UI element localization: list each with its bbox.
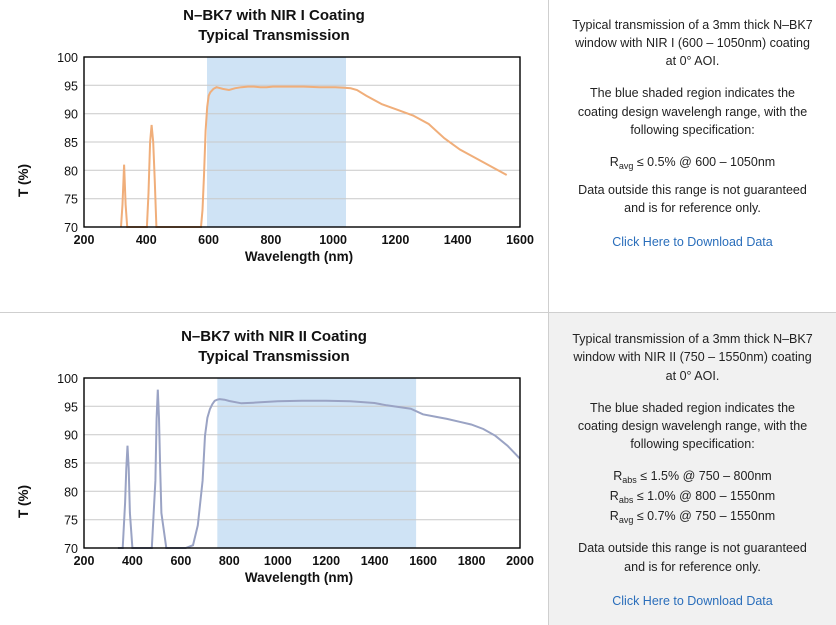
spec-rest: ≤ 0.5% @ 600 – 1050nm	[633, 154, 776, 169]
spec-symbol: R	[613, 469, 623, 484]
plot-wrap-nir-i	[0, 47, 548, 264]
spec-subscript: abs	[618, 495, 634, 506]
chart-title-nir-i	[0, 0, 548, 47]
svg-text:200: 200	[73, 232, 95, 247]
description-cell-nir-ii	[548, 313, 836, 625]
chart-title-nir-ii	[0, 313, 548, 368]
spec-symbol: R	[609, 509, 619, 524]
svg-text:80: 80	[64, 484, 78, 499]
chart-title-line2-2: Typical Transmission	[198, 348, 350, 366]
chart-row-nir-i	[0, 0, 836, 312]
svg-text:600: 600	[170, 553, 192, 568]
download-data-link-1[interactable]: Click Here to Download Data	[612, 235, 773, 250]
svg-text:100: 100	[57, 371, 78, 386]
svg-text:1400: 1400	[360, 553, 389, 568]
description-cell-nir-i	[548, 0, 836, 312]
x-axis-label-1: Wavelength (nm)	[244, 248, 354, 264]
desc-blue-note-1: The blue shaded region indicates the coating design wavelengh range, with the following specification:	[577, 86, 808, 137]
desc-intro-1: Typical transmission of a 3mm thick N–BK7 window with NIR I (600 – 1050nm) coating at 0° AOI.	[572, 18, 813, 69]
svg-text:70: 70	[64, 541, 78, 556]
spec-subscript: avg	[618, 515, 634, 526]
svg-text:1200: 1200	[312, 553, 341, 568]
plot-wrap-nir-ii	[0, 368, 548, 585]
x-tick-labels-1	[74, 233, 534, 247]
svg-text:1200: 1200	[381, 232, 410, 247]
svg-text:1600: 1600	[409, 553, 438, 568]
x-tick-labels-2	[74, 554, 534, 568]
chart-title-line1: N–BK7 with NIR I Coating	[183, 7, 365, 24]
chart-title-line2: Typical Transmission	[198, 27, 350, 45]
svg-text:85: 85	[64, 456, 78, 471]
desc-disclaimer-2: Data outside this range is not guaranteed and is for reference only.	[578, 541, 807, 574]
svg-text:400: 400	[121, 553, 143, 568]
svg-text:400: 400	[135, 232, 157, 247]
svg-text:1000: 1000	[319, 232, 348, 247]
y-axis-label-1: T (%)	[16, 163, 31, 197]
spec-line-2-3	[571, 507, 814, 525]
svg-text:800: 800	[218, 553, 240, 568]
svg-text:2000: 2000	[506, 553, 534, 568]
desc-blue-note-2: The blue shaded region indicates the coating design wavelengh range, with the following specification:	[577, 400, 808, 451]
svg-text:75: 75	[64, 513, 78, 528]
svg-text:1400: 1400	[443, 232, 472, 247]
spec-subscript: abs	[622, 475, 637, 486]
svg-text:200: 200	[73, 553, 95, 568]
plot-svg-nir-i	[0, 47, 548, 247]
spec-rest: ≤ 1.5% @ 750 – 800nm	[636, 469, 772, 484]
svg-text:800: 800	[260, 232, 282, 247]
svg-text:600: 600	[198, 232, 220, 247]
download-data-link-2[interactable]: Click Here to Download Data	[612, 593, 773, 608]
svg-text:80: 80	[64, 163, 78, 178]
y-tick-labels-2	[57, 372, 78, 556]
desc-disclaimer-1: Data outside this range is not guaranteed and is for reference only.	[578, 182, 807, 215]
svg-text:95: 95	[64, 78, 78, 93]
spec-line-2-1	[571, 467, 814, 485]
svg-text:90: 90	[64, 107, 78, 122]
svg-text:75: 75	[64, 192, 78, 207]
svg-text:70: 70	[64, 220, 78, 235]
svg-text:95: 95	[64, 399, 78, 414]
spec-line-1-1	[571, 153, 814, 171]
desc-intro-2: Typical transmission of a 3mm thick N–BK7 window with NIR II (750 – 1550nm) coating at 0° AOI.	[572, 332, 813, 383]
svg-text:100: 100	[57, 50, 78, 65]
x-axis-label-2: Wavelength (nm)	[244, 569, 354, 585]
chart-cell-nir-i	[0, 0, 548, 312]
spec-symbol: R	[609, 154, 619, 169]
y-axis-label-2: T (%)	[16, 484, 31, 518]
chart-title-line1-2: N–BK7 with NIR II Coating	[181, 328, 367, 345]
chart-row-nir-ii	[0, 312, 836, 625]
svg-text:85: 85	[64, 135, 78, 150]
chart-cell-nir-ii	[0, 313, 548, 625]
svg-text:90: 90	[64, 428, 78, 443]
spec-line-2-2	[571, 487, 814, 505]
svg-text:1800: 1800	[457, 553, 486, 568]
svg-text:1000: 1000	[263, 553, 292, 568]
svg-text:1600: 1600	[506, 232, 534, 247]
spec-symbol: R	[609, 489, 619, 504]
spec-subscript: avg	[618, 160, 634, 171]
y-tick-labels-1	[57, 51, 78, 235]
spec-rest: ≤ 0.7% @ 750 – 1550nm	[633, 509, 776, 524]
plot-svg-nir-ii	[0, 368, 548, 568]
spec-rest: ≤ 1.0% @ 800 – 1550nm	[633, 489, 776, 504]
